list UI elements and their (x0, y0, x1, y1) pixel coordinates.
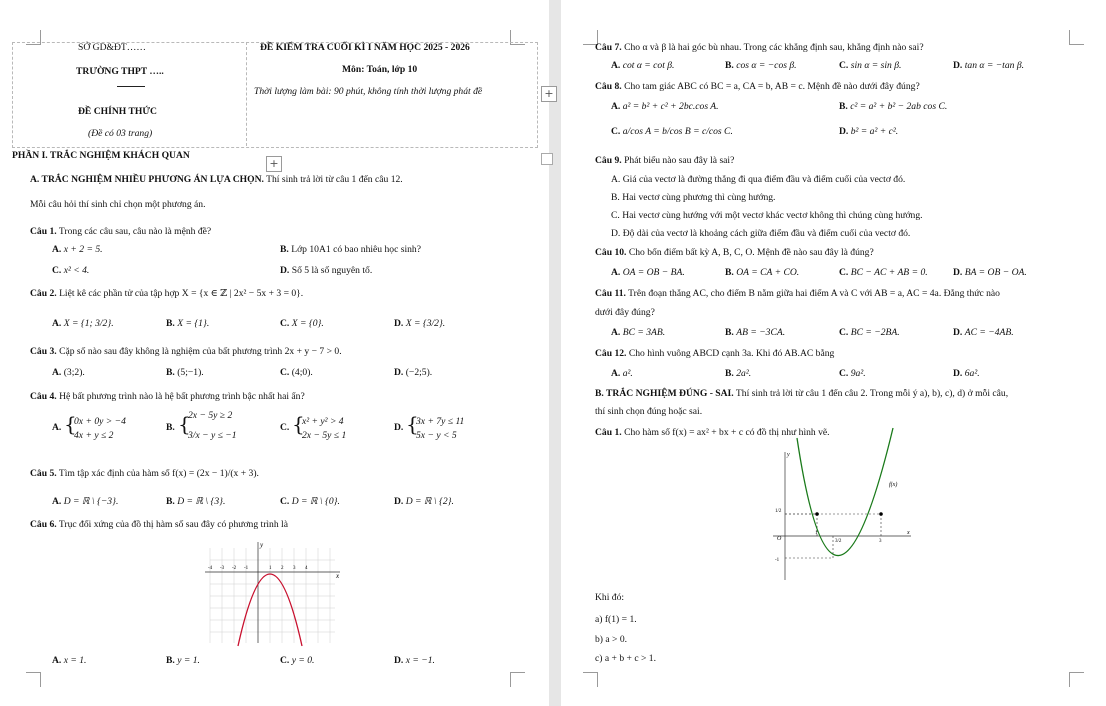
q10-option-c: C. BC − AC + AB = 0. (839, 267, 928, 278)
add-row-button[interactable]: + (266, 156, 282, 172)
sectionB-heading-cont: thí sinh chọn đúng hoặc sai. (595, 406, 703, 417)
q6-option-a: A. x = 1. (52, 655, 87, 666)
tf-question-1: Câu 1. Cho hàm số f(x) = ax² + bx + c có đồ thị như hình vẽ. (595, 427, 830, 438)
crop-mark-bottom-right (1069, 672, 1084, 687)
q5-option-a: A. D = ℝ \ {−3}. (52, 496, 119, 507)
q10-option-d: D. BA = OB − OA. (953, 267, 1027, 278)
question-9: Câu 9. Phát biểu nào sau đây là sai? (595, 155, 735, 166)
q11-option-b: B. AB = −3CA. (725, 327, 786, 338)
question-12: Câu 12. Cho hình vuông ABCD cạnh 3a. Khi đó AB.AC bằng (595, 348, 835, 359)
question-11-cont: dưới đây đúng? (595, 307, 655, 318)
exam-subject: Môn: Toán, lớp 10 (342, 64, 418, 75)
tf1-item-c: c) a + b + c > 1. (595, 653, 656, 664)
q9-option-d: D. Độ dài của vectơ là khoảng cách giữa điểm đầu và điểm cuối của vectơ đó. (611, 228, 911, 239)
q3-option-c: C. (4;0). (280, 367, 313, 378)
q4-c-brace: { (292, 412, 305, 436)
q6-option-b: B. y = 1. (166, 655, 200, 666)
question-4: Câu 4. Hệ bất phương trình nào là hệ bất phương trình bậc nhất hai ẩn? (30, 391, 305, 402)
question-8: Câu 8. Cho tam giác ABC có BC = a, CA = b, AB = c. Mệnh đề nào dưới đây đúng? (595, 81, 920, 92)
tf1-point-2 (879, 512, 883, 516)
tf1-ytick-half: 1/2 (775, 509, 782, 514)
q8-option-c: C. a/cos A = b/cos B = c/cos C. (611, 126, 733, 137)
tf1-xtick-1: 1 (815, 531, 818, 536)
question-10: Câu 10. Cho bốn điểm bất kỳ A, B, C, O. Mệnh đề nào sau đây là đúng? (595, 247, 874, 258)
q4-d-line2: 5x − y < 5 (416, 430, 457, 441)
q6-x-label: x (336, 572, 340, 580)
question-5: Câu 5. Tìm tập xác định của hàm số f(x) = (2x − 1)/(x + 3). (30, 468, 259, 479)
header-dept: SỞ GD&ĐT…… (78, 42, 146, 53)
q3-option-a: A. (3;2). (52, 367, 85, 378)
q12-option-c: C. 9a². (839, 368, 866, 379)
q1-option-b: B. Lớp 10A1 có bao nhiêu học sinh? (280, 244, 421, 255)
q4-a-brace: { (64, 412, 77, 436)
q4-b-line2: 3/x − y ≤ −1 (188, 430, 237, 441)
q10-option-a: A. OA = OB − BA. (611, 267, 685, 278)
sectionA-note: Mỗi câu hỏi thí sinh chỉ chọn một phương án. (30, 199, 206, 210)
tf1-parabola-graph (761, 448, 911, 583)
sectionB-heading: B. TRẮC NGHIỆM ĐÚNG - SAI. Thí sinh trả lời từ câu 1 đến câu 2. Trong mỗi ý a), b), c), d) ở mỗi câu, (595, 388, 1009, 399)
q2-option-c: C. X = {0}. (280, 318, 324, 329)
q6-parabola-graph (200, 538, 345, 648)
q4-c-line2: 2x − 5y ≤ 1 (302, 430, 347, 441)
q9-option-c: C. Hai vectơ cùng hướng với một vectơ khác vectơ không thì chúng cùng hướng. (611, 210, 923, 221)
tf1-ytick-neg1: -1 (775, 558, 780, 563)
q12-option-a: A. a². (611, 368, 633, 379)
q12-option-d: D. 6a². (953, 368, 980, 379)
tf1-parabola-curve (797, 428, 893, 556)
q1-option-a: A. x + 2 = 5. (52, 244, 103, 255)
tf1-origin: O (777, 536, 782, 542)
crop-mark-top-right (1069, 30, 1084, 45)
q7-option-a: A. cot α = cot β. (611, 60, 675, 71)
question-11: Câu 11. Trên đoạn thẳng AC, cho điểm B nằm giữa hai điểm A và C với AB = a, AC = 4a. Đẳng thức nào (595, 288, 1000, 299)
q8-option-b: B. c² = a² + b² − 2ab cos C. (839, 101, 948, 112)
q5-option-d: D. D = ℝ \ {2}. (394, 496, 454, 507)
question-2: Câu 2. Liệt kê các phần tử của tập hợp X = {x ∈ ℤ | 2x² − 5x + 3 = 0}. (30, 288, 304, 299)
q6-option-c: C. y = 0. (280, 655, 315, 666)
q9-option-b: B. Hai vectơ cùng phương thì cùng hướng. (611, 192, 776, 203)
question-7: Câu 7. Cho α và β là hai góc bù nhau. Trong các khẳng định sau, khẳng định nào sai? (595, 42, 924, 53)
q6-grid (210, 548, 335, 643)
q7-option-c: C. sin α = sin β. (839, 60, 902, 71)
q4-b-line1: 2x − 5y ≥ 2 (188, 410, 233, 421)
exam-title: ĐỀ KIỂM TRA CUỐI KÌ I NĂM HỌC 2025 - 2026 (260, 42, 470, 53)
crop-mark-bottom-right (510, 672, 525, 687)
q6-y-label: y (260, 541, 264, 549)
q6-tick-3: 3 (293, 566, 296, 571)
tf1-point-1 (815, 512, 819, 516)
q4-a-line2: 4x + y ≤ 2 (74, 430, 114, 441)
tf1-item-b: b) a > 0. (595, 634, 628, 645)
q4-a-line1: 0x + 0y > −4 (74, 416, 126, 427)
q6-option-d: D. x = −1. (394, 655, 435, 666)
q3-option-b: B. (5;−1). (166, 367, 204, 378)
q1-option-c: C. x² < 4. (52, 265, 90, 276)
tf1-khi-do: Khi đó: (595, 592, 625, 603)
q4-d-line1: 3x + 7y ≤ 11 (416, 416, 465, 427)
q5-option-c: C. D = ℝ \ {0}. (280, 496, 340, 507)
tf1-xtick-3half: 3/2 (835, 539, 842, 544)
sectionA-heading: A. TRẮC NGHIỆM NHIỀU PHƯƠNG ÁN LỰA CHỌN. Thí sinh trả lời từ câu 1 đến câu 12. (30, 174, 403, 185)
header-school: TRƯỜNG THPT ….. (76, 66, 164, 77)
tf1-y-label: y (787, 452, 790, 458)
collapse-handle-icon[interactable] (541, 153, 553, 165)
question-3: Câu 3. Cặp số nào sau đây không là nghiệm của bất phương trình 2x + y − 7 > 0. (30, 346, 342, 357)
tf1-x-label: x (907, 530, 910, 536)
q6-tick-2: 2 (281, 566, 284, 571)
q1-option-d: D. Số 5 là số nguyên tố. (280, 265, 373, 276)
tf1-xtick-3: 3 (879, 539, 882, 544)
q4-d-brace: { (406, 412, 419, 436)
part1-title: PHẦN I. TRẮC NGHIỆM KHÁCH QUAN (12, 150, 190, 161)
q11-option-c: C. BC = −2BA. (839, 327, 900, 338)
header-underline (117, 86, 145, 87)
q8-option-d: D. b² = a² + c². (839, 126, 899, 137)
question-1: Câu 1. Trong các câu sau, câu nào là mệnh đề? (30, 226, 212, 237)
q6-tick-1: 1 (269, 566, 272, 571)
q4-option-c: C. (280, 422, 290, 433)
q6-tick-4: 4 (305, 566, 308, 571)
crop-mark-bottom-left (26, 672, 41, 687)
q4-b-brace: { (178, 412, 191, 436)
question-6: Câu 6. Trục đối xứng của đồ thị hàm số sau đây có phương trình là (30, 519, 288, 530)
q2-option-b: B. X = {1}. (166, 318, 210, 329)
q8-option-a: A. a² = b² + c² + 2bc.cos A. (611, 101, 719, 112)
crop-mark-bottom-left (583, 672, 598, 687)
tf1-curve-label: f(x) (889, 482, 898, 488)
q2-option-a: A. X = {1; 3/2}. (52, 318, 114, 329)
tf1-item-a: a) f(1) = 1. (595, 614, 637, 625)
q4-c-line1: x² + y² > 4 (302, 416, 344, 427)
header-table-divider (246, 42, 247, 146)
q7-option-b: B. cos α = −cos β. (725, 60, 797, 71)
q9-option-a: A. Giá của vectơ là đường thẳng đi qua điểm đầu và điểm cuối của vectơ đó. (611, 174, 906, 185)
exam-page-2 (561, 0, 1106, 706)
q10-option-b: B. OA = CA + CO. (725, 267, 800, 278)
exam-time: Thời lượng làm bài: 90 phút, không tính thời lượng phát đề (254, 86, 483, 97)
q6-tick--4: -4 (208, 566, 213, 571)
q4-option-a: A. (52, 422, 62, 433)
q7-option-d: D. tan α = −tan β. (953, 60, 1025, 71)
q6-tick--2: -2 (232, 566, 237, 571)
q3-option-d: D. (−2;5). (394, 367, 433, 378)
header-official: ĐỀ CHÍNH THỨC (78, 106, 157, 117)
q6-tick--1: -1 (244, 566, 249, 571)
add-column-button[interactable]: + (541, 86, 557, 102)
q4-option-d: D. (394, 422, 404, 433)
q4-option-b: B. (166, 422, 175, 433)
header-pages: (Đề có 03 trang) (88, 128, 153, 139)
q11-option-d: D. AC = −4AB. (953, 327, 1014, 338)
q11-option-a: A. BC = 3AB. (611, 327, 666, 338)
q5-option-b: B. D = ℝ \ {3}. (166, 496, 226, 507)
q12-option-b: B. 2a². (725, 368, 752, 379)
q6-tick--3: -3 (220, 566, 225, 571)
q2-option-d: D. X = {3/2}. (394, 318, 446, 329)
